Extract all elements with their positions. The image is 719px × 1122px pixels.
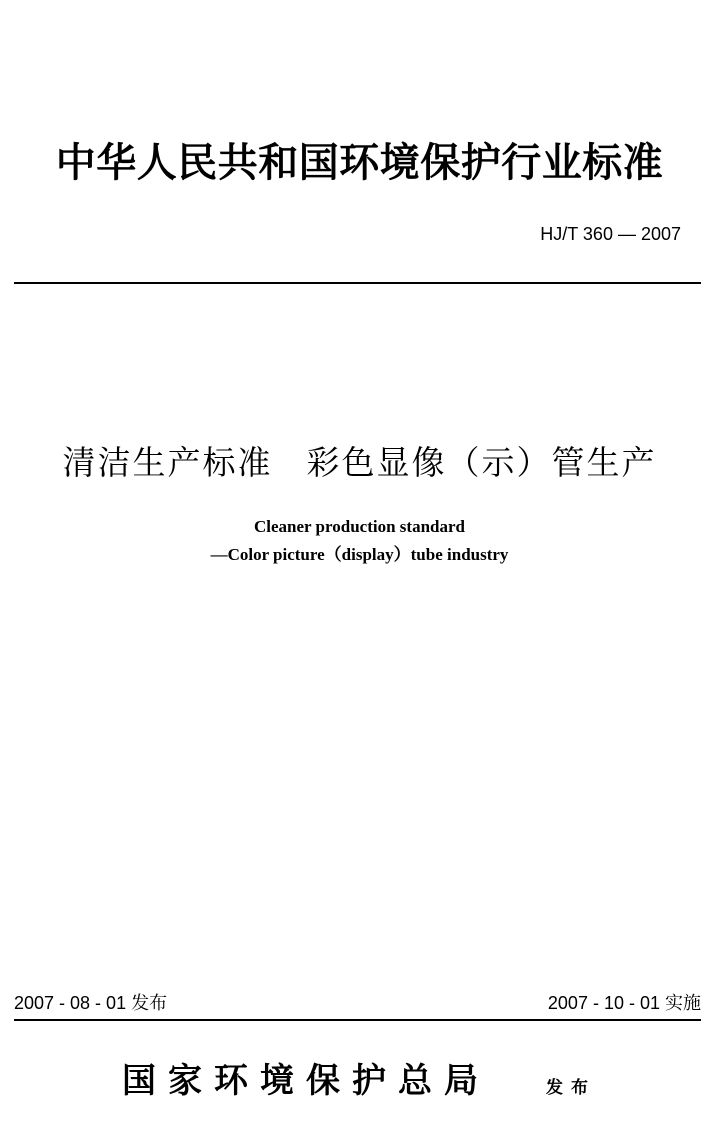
bottom-divider [14,1019,701,1021]
effective-date: 2007 - 10 - 01 实施 [547,993,701,1013]
issuer-name: 国家环境保护总局 [122,1061,490,1101]
chinese-title-part2: 彩色显像（示）管生产 [306,443,657,482]
top-divider [14,282,701,284]
chinese-title-part1: 清洁生产标准 [62,443,273,482]
english-title-line1: Cleaner production standard [254,517,465,536]
issue-date: 2007 - 08 - 01 发布 [14,993,168,1013]
english-title-line2: —Color picture（display）tube industry [210,545,509,564]
header-title: 中华人民共和国环境保护行业标准 [55,139,664,186]
standard-number: HJ/T 360 — 2007 [540,224,681,244]
issuer-action: 发布 [546,1078,596,1098]
chinese-title [0,440,719,486]
